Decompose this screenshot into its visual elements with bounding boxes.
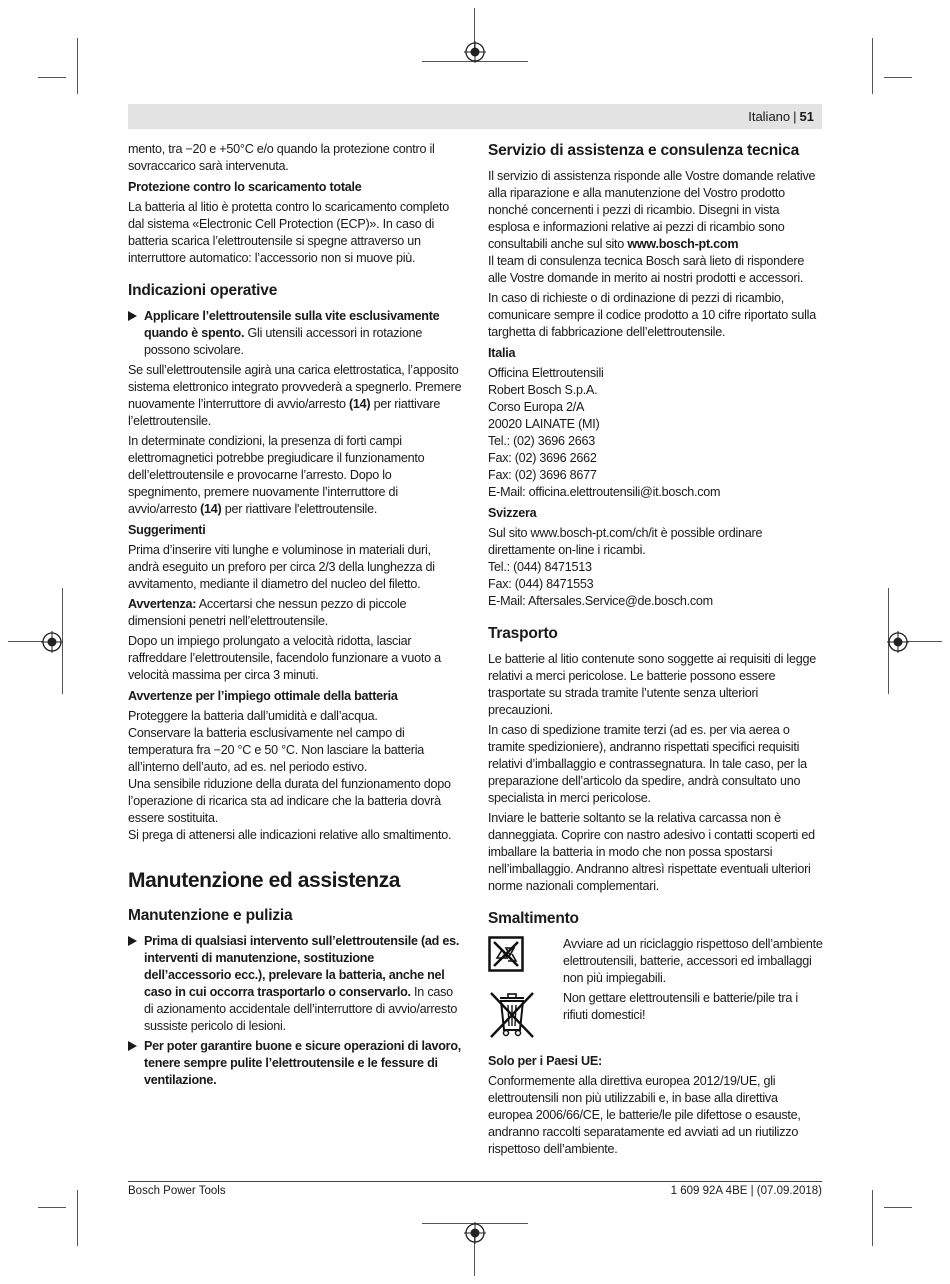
recycling-note (488, 936, 824, 987)
battery-note: Proteggere la batteria dall’umidità e dall’acqua. (128, 709, 378, 723)
crop-mark (872, 38, 873, 94)
paragraph (488, 168, 824, 253)
fax-line: Fax: (02) 3696 2662 (488, 451, 597, 465)
crop-mark (8, 641, 43, 642)
subheading: Suggerimenti (128, 523, 206, 537)
paragraph: Inviare le batterie soltanto se la relativa carcassa non è danneggiata. Coprire con nastro adesivo i contatti scoperti ed imballare la batteria in modo che non possa spostarsi nell’imballaggio. Andranno altresì rispettate eventuali ulteriori norme nazionali complementari. (488, 811, 815, 893)
phone-line: Tel.: (044) 8471513 (488, 560, 592, 574)
registration-mark-icon (887, 631, 909, 653)
battery-note: Conservare la batteria esclusivamente nel campo di temperatura fra −20 °C e 50 °C. Non lasciare la batteria all’interno dell’auto, ad es. nel periodo estivo. (128, 726, 425, 774)
crop-mark (907, 641, 942, 642)
text-run: Accertarsi che nessun pezzo di piccole dimensioni penetri nell’elettroutensile. (128, 597, 407, 628)
crop-mark (884, 1207, 912, 1208)
paragraph: Dopo un impiego prolungato a velocità ridotta, lasciar raffreddare l’elettroutensile, facendolo funzionare a vuoto a velocità massima per circa 3 minuti. (128, 634, 441, 682)
paragraph: In caso di richieste o di ordinazione di pezzi di ricambio, comunicare sempre il codice prodotto a 10 cifre riportato sulla targhetta di fabbricazione dell’elettroutensile. (488, 291, 816, 339)
text-run: Il servizio di assistenza risponde alle Vostre domande relative alla riparazione e alla manutenzione del Vostro prodotto nonché concernenti i pezzi di ricambio. Disegni in vista esplosa e informazioni relative ai pezzi di ricambio sono consultabili anche sul sito (488, 169, 816, 251)
section-heading: Smaltimento (488, 910, 579, 927)
note-label: Avvertenza: (128, 597, 197, 611)
section-heading: Servizio di assistenza e consulenza tecnica (488, 142, 800, 159)
text-run: per riattivare l’elettroutensile. (128, 397, 441, 428)
paragraph: Non gettare elettroutensili e batterie/pile tra i rifiuti domestici! (563, 991, 798, 1022)
header-section: Italiano (748, 109, 791, 124)
reference-number: (14) (200, 502, 222, 516)
paragraph: La batteria al litio è protetta contro lo scaricamento completo dal sistema «Electronic Cell Protection (ECP)». In caso di batteria scarica l’elettroutensile si spegne attraverso un interruttore automatico: l’accessorio non si muove più. (128, 200, 449, 265)
text-run: In determinate condizioni, la presenza di forti campi elettromagnetici potrebbe pregiudicare il funzionamento dell’elettroutensile e provocarne l’arresto. Dopo lo spegnimento, premere nuovamente l’interruttore di avvio/arresto (128, 434, 425, 516)
battery-note: Una sensibile riduzione della durata del funzionamento dopo l’operazione di ricarica sta ad indicare che la batteria dovrà essere sostituita. (128, 777, 451, 825)
address-line: Corso Europa 2/A (488, 400, 585, 414)
subheading: Protezione contro lo scaricamento totale (128, 180, 362, 194)
bullet-bold-text: Prima di qualsiasi intervento sull’elettroutensile (ad es. interventi di manutenzione, sostituzione dell’accessorio ecc.), prelevare la batteria, anche nel caso in cui occorra trasportarlo o conservarlo. (144, 934, 460, 999)
address-svizzera (488, 559, 824, 610)
page-header-text: Italiano | 51 (748, 109, 814, 124)
right-column (488, 141, 824, 1161)
page-header (128, 104, 822, 129)
left-column (128, 141, 463, 1092)
bullet-triangle-icon (128, 936, 137, 946)
footer-brand: Bosch Power Tools (128, 1185, 226, 1197)
subheading: Italia (488, 346, 516, 360)
crossed-out-bin-icon (488, 990, 536, 1040)
text-run: per riattivare l'elettroutensile. (221, 502, 378, 516)
paragraph: Sul sito www.bosch-pt.com/ch/it è possible ordinare direttamente on-line i ricambi. (488, 526, 763, 557)
fax-line: Fax: (02) 3696 8677 (488, 468, 597, 482)
bullet-bold-text: Applicare l’elettroutensile sulla vite esclusivamente quando è spento. (144, 309, 440, 340)
crop-mark (77, 1190, 78, 1246)
reference-number: (14) (348, 397, 371, 411)
crop-mark (38, 1207, 66, 1208)
email-line: E-Mail: officina.elettroutensili@it.bosch.com (488, 485, 721, 499)
page-number: 51 (799, 109, 814, 124)
bullet-item (128, 933, 463, 1035)
crop-mark (38, 77, 66, 78)
bullet-text: Gli utensili accessori in rotazione possono scivolare. (144, 326, 423, 357)
paragraph: Prima d’inserire viti lunghe e voluminose in materiali duri, andrà eseguito un preforo per circa 2/3 della lunghezza di avvitamento, mediante il diametro del nucleo del filetto. (128, 543, 435, 591)
paragraph: Conformemente alla direttiva europea 2012/19/UE, gli elettroutensili non più utilizzabili e, in base alla direttiva europea 2006/66/CE, le batterie/le pile difettose o esauste, andranno raccolti separatamente ed avviati ad un riutilizzo rispettoso dell’ambiente. (488, 1074, 801, 1156)
paragraph (128, 433, 463, 518)
footer-rule (128, 1181, 822, 1182)
bullet-item (128, 1038, 463, 1089)
paragraph: In caso di spedizione tramite terzi (ad es. per via aerea o tramite spedizioniere), andranno rispettati specifici requisiti relativi d’imballaggio e contrassegnatura. In tale caso, per la preparazione dell’articolo da spedire, andrà consultato uno specialista in merci pericolose. (488, 723, 807, 805)
bullet-item (128, 308, 463, 359)
crop-mark (872, 1190, 873, 1246)
registration-mark-icon (41, 631, 63, 653)
paragraph: Avviare ad un riciclaggio rispettoso dell’ambiente elettroutensili, batterie, accessori ed imballaggi non più impiegabili. (563, 937, 823, 985)
address-line: 20020 LAINATE (MI) (488, 417, 600, 431)
crop-mark (77, 38, 78, 94)
address-line: Officina Elettroutensili (488, 366, 604, 380)
bullet-text: In caso di azionamento accidentale dell’interruttore di avvio/arresto sussiste pericolo di lesioni. (144, 985, 458, 1033)
section-heading: Trasporto (488, 625, 558, 642)
email-line: E-Mail: Aftersales.Service@de.bosch.com (488, 594, 713, 608)
bullet-triangle-icon (128, 1041, 137, 1051)
battery-notes (128, 708, 463, 844)
section-heading: Manutenzione e pulizia (128, 907, 293, 924)
paragraph (128, 596, 463, 630)
website-link[interactable]: www.bosch-pt.com (627, 237, 739, 251)
section-heading: Indicazioni operative (128, 282, 278, 299)
registration-mark-icon (464, 1222, 486, 1244)
crop-mark (884, 77, 912, 78)
paragraph: Il team di consulenza tecnica Bosch sarà lieto di rispondere alle Vostre domande in merito ai nostri prodotti e accessori. (488, 254, 805, 285)
footer-code: 1 609 92A 4BE | (07.09.2018) (670, 1185, 822, 1197)
subheading: Avvertenze per l’impiego ottimale della batteria (128, 689, 398, 703)
fax-line: Fax: (044) 8471553 (488, 577, 594, 591)
chapter-heading: Manutenzione ed assistenza (128, 869, 401, 892)
address-line: Robert Bosch S.p.A. (488, 383, 598, 397)
text-run: Se sull’elettroutensile agirà una carica elettrostatica, l’apposito sistema elettronico integrato provvederà a spegnerlo. Premere nuovamente l’interruttore di avvio/arresto (128, 363, 462, 411)
registration-mark-icon (464, 41, 486, 63)
paragraph (128, 362, 463, 430)
paragraph: Le batterie al litio contenute sono soggette ai requisiti di legge relativi a merci pericolose. Le batterie possono essere trasportate su strada tramite l’utente senza ulteriori precauzioni. (488, 652, 816, 717)
subheading: Svizzera (488, 506, 537, 520)
bullet-bold-text: Per poter garantire buone e sicure operazioni di lavoro, tenere sempre pulite l’elettroutensile e le fessure di ventilazione. (144, 1039, 462, 1087)
phone-line: Tel.: (02) 3696 2663 (488, 434, 596, 448)
waste-note (488, 990, 824, 1045)
battery-note: Si prega di attenersi alle indicazioni relative allo smaltimento. (128, 828, 452, 842)
bullet-triangle-icon (128, 311, 137, 321)
address-italia (488, 365, 824, 501)
recycling-symbol-icon (488, 936, 524, 972)
paragraph: mento, tra −20 e +50°C e/o quando la protezione contro il sovraccarico sarà intervenuta. (128, 142, 435, 173)
subheading: Solo per i Paesi UE: (488, 1054, 602, 1068)
